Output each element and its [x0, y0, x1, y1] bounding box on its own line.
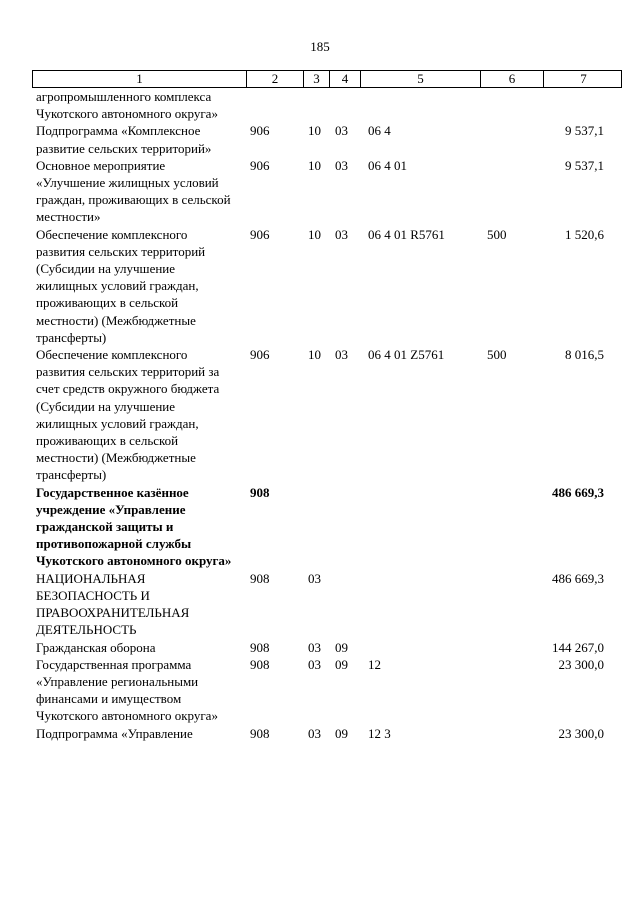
- row-name: НАЦИОНАЛЬНАЯ БЕЗОПАСНОСТЬ И ПРАВООХРАНИТЕЛЬНАЯ ДЕЯТЕЛЬНОСТЬ: [36, 570, 190, 638]
- row-name: Обеспечение комплексного развития сельских территорий (Субсидии на улучшение жилищных условий граждан, проживающих в сельской местности) (Межбюджетные трансферты): [36, 226, 206, 345]
- row-col-7: 23 300,0: [558, 656, 604, 672]
- row-col-7: 9 537,1: [565, 123, 604, 139]
- row-name: агропромышленного комплекса Чукотского автономного округа»: [36, 89, 218, 122]
- row-name: Обеспечение комплексного развития сельских территорий за счет средств окружного бюджета (Субсидии на улучшение жилищных условий граждан, проживающих в сельской местности) (Межбюджетные трансферты): [36, 347, 220, 483]
- header-col-6: 6: [481, 71, 544, 87]
- row-col-5: 12 3: [368, 725, 391, 741]
- row-col-3: 03: [308, 570, 321, 586]
- row-col-7: 1 520,6: [565, 226, 604, 242]
- table-row: [32, 157, 622, 226]
- table-row: [32, 88, 622, 122]
- row-col-3: 10: [308, 226, 321, 242]
- row-col-7: 144 267,0: [552, 639, 604, 655]
- row-name: Подпрограмма «Управление: [36, 725, 193, 741]
- header-col-2: 2: [247, 71, 304, 87]
- row-col-7: 23 300,0: [558, 725, 604, 741]
- row-col-4: 03: [335, 123, 348, 139]
- table-row: [32, 226, 622, 346]
- row-col-4: 09: [335, 639, 348, 655]
- row-col-5: 06 4 01 R5761: [368, 226, 445, 242]
- header-col-4: 4: [330, 71, 361, 87]
- row-name: Государственное казённое учреждение «Управление гражданской защиты и противопожарной службы Чукотского автономного округа»: [36, 484, 232, 569]
- row-col-2: 908: [250, 656, 270, 672]
- row-col-2: 906: [250, 157, 270, 173]
- header-col-7: 7: [580, 71, 587, 86]
- row-name: Подпрограмма «Комплексное развитие сельских территорий»: [36, 123, 212, 156]
- row-col-3: 10: [308, 123, 321, 139]
- row-col-2: 906: [250, 123, 270, 139]
- row-col-4: 03: [335, 157, 348, 173]
- budget-table: [32, 70, 622, 742]
- table-body: [32, 88, 622, 742]
- row-name: Государственная программа «Управление региональными финансами и имуществом Чукотского автономного округа»: [36, 656, 218, 724]
- header-col-1: 1: [33, 71, 247, 87]
- row-col-7: 8 016,5: [565, 347, 604, 363]
- row-col-3: 10: [308, 157, 321, 173]
- row-col-7: 9 537,1: [565, 157, 604, 173]
- table-row: [32, 346, 622, 484]
- row-col-2: 908: [250, 570, 270, 586]
- table-row: [32, 484, 622, 570]
- row-col-4: 03: [335, 226, 348, 242]
- row-col-3: 10: [308, 347, 321, 363]
- row-col-7: 486 669,3: [552, 570, 604, 586]
- page-number: 185: [310, 39, 330, 54]
- row-col-4: 09: [335, 725, 348, 741]
- table-row: [32, 725, 622, 742]
- row-col-3: 03: [308, 639, 321, 655]
- row-name: Гражданская оборона: [36, 639, 156, 655]
- row-col-6: 500: [487, 226, 507, 242]
- table-row: [32, 639, 622, 656]
- row-col-2: 908: [250, 484, 270, 500]
- row-col-5: 12: [368, 656, 381, 672]
- table-header: [32, 70, 622, 88]
- row-col-2: 908: [250, 725, 270, 741]
- table-row: [32, 122, 622, 156]
- row-col-5: 06 4 01 Z5761: [368, 347, 445, 363]
- header-col-3: 3: [304, 71, 330, 87]
- table-row: [32, 656, 622, 725]
- row-col-7: 486 669,3: [552, 484, 604, 500]
- table-row: [32, 570, 622, 639]
- row-col-2: 906: [250, 226, 270, 242]
- row-col-5: 06 4 01: [368, 157, 407, 173]
- row-name: Основное мероприятие «Улучшение жилищных условий граждан, проживающих в сельской местности»: [36, 157, 231, 225]
- row-col-3: 03: [308, 725, 321, 741]
- row-col-4: 09: [335, 656, 348, 672]
- row-col-2: 908: [250, 639, 270, 655]
- row-col-4: 03: [335, 347, 348, 363]
- row-col-6: 500: [487, 347, 507, 363]
- header-col-5: 5: [361, 71, 481, 87]
- row-col-3: 03: [308, 656, 321, 672]
- row-col-5: 06 4: [368, 123, 391, 139]
- row-col-2: 906: [250, 347, 270, 363]
